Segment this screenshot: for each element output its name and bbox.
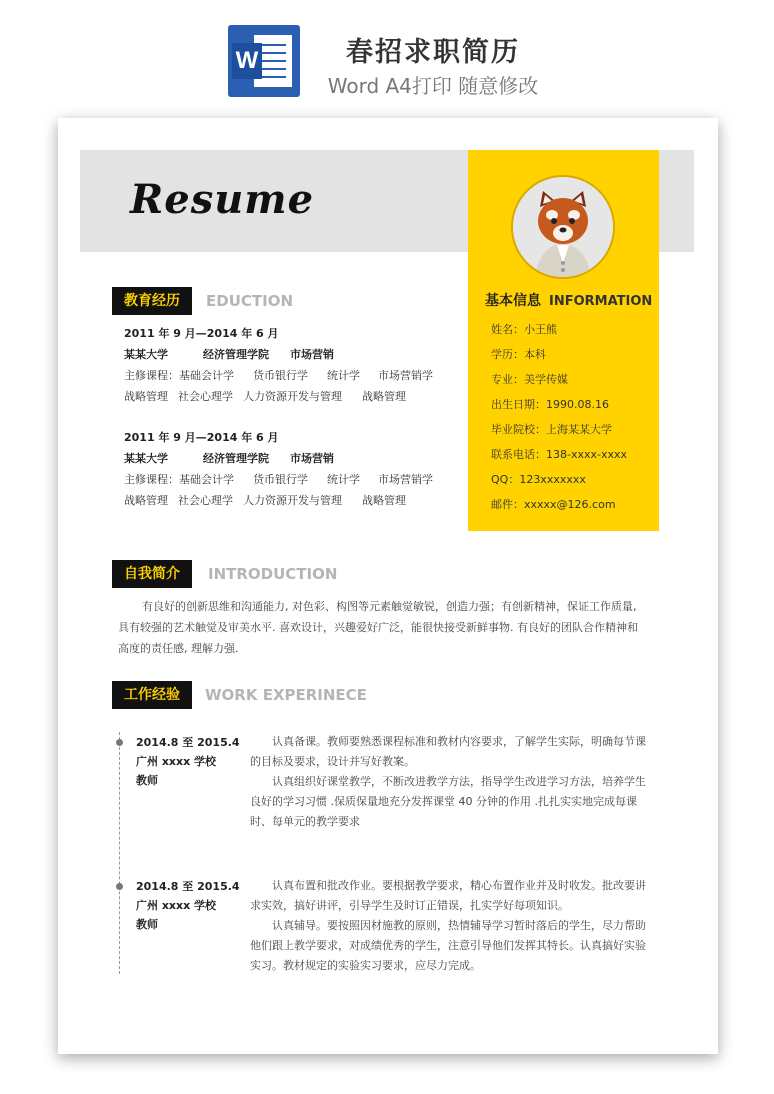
work-location: 广州 xxxx 学校: [136, 899, 217, 912]
banner: [0, 0, 774, 110]
work-period: 2014.8 至 2015.4: [136, 736, 240, 749]
education-heading: 教育经历: [112, 287, 192, 315]
education-course: 战略管理: [124, 390, 168, 403]
resume-page: [58, 118, 718, 1054]
work-paragraph: 认真布置和批改作业。要根据教学要求，精心布置作业并及时收发。批改要讲求实效，搞好讲评，引导学生及时订正错误，扎实学好每项知识。: [250, 879, 646, 912]
timeline-line: [119, 732, 120, 974]
work-paragraph: 认真备课。教师要熟悉课程标准和教材内容要求，了解学生实际，明确每节课的目标及要求，设计并写好教案。: [250, 735, 646, 768]
work-entry-description: [250, 732, 646, 832]
education-course: 人力资源开发与管理: [243, 390, 342, 403]
intro-heading: 自我简介: [112, 560, 192, 588]
education-course: 战略管理: [362, 390, 406, 403]
education-school: 某某大学: [124, 348, 168, 361]
education-course: 货币银行学: [253, 473, 308, 486]
education-course: 人力资源开发与管理: [243, 494, 342, 507]
education-course: 市场营销学: [378, 369, 433, 382]
education-major: 市场营销: [290, 452, 334, 465]
word-icon: W: [228, 25, 300, 97]
basic-info-heading: 基本信息 INFORMATION: [485, 293, 653, 309]
work-period: 2014.8 至 2015.4: [136, 880, 240, 893]
education-course: 战略管理: [362, 494, 406, 507]
info-qq: QQ：123xxxxxxx: [491, 473, 586, 486]
basic-info-list: [491, 322, 627, 522]
info-phone: 联系电话：138-xxxx-xxxx: [491, 448, 628, 461]
info-name: 姓名：小王熊: [491, 323, 557, 336]
banner-subtitle: Word A4打印 随意修改: [327, 74, 539, 98]
education-course: 统计学: [327, 473, 360, 486]
info-email: 邮件：xxxxx@126.com: [491, 498, 616, 511]
work-paragraph: 认真组织好课堂教学，不断改进教学方法，指导学生改进学习方法，培养学生良好的学习习惯 .保质保量地充分发挥课堂 40 分钟的作用 .扎扎实实地完成每课时、每单元的教学要求: [250, 775, 646, 828]
education-course: 战略管理: [124, 494, 168, 507]
education-entry: [124, 326, 433, 410]
timeline-dot: [116, 883, 123, 890]
education-course: 货币银行学: [253, 369, 308, 382]
work-heading-en: WORK EXPERINECE: [205, 686, 367, 704]
work-location: 广州 xxxx 学校: [136, 755, 217, 768]
education-courses-label: 主修课程：基础会计学: [124, 369, 234, 382]
work-paragraph: 认真辅导。要按照因材施教的原则，热情辅导学习暂时落后的学生，尽力帮助他们跟上教学要求，对成绩优秀的学生，注意引导他们发挥其特长。认真搞好实验实习。教材规定的实验实习要求，应尽力完成。: [250, 919, 646, 972]
education-college: 经济管理学院: [203, 348, 269, 361]
education-heading-en: EDUCTION: [206, 292, 294, 310]
work-entry-meta: [136, 735, 240, 792]
info-major: 专业：美学传媒: [491, 373, 568, 386]
info-school: 毕业院校：上海某某大学: [491, 423, 612, 436]
education-courses-label: 主修课程：基础会计学: [124, 473, 234, 486]
timeline-dot: [116, 739, 123, 746]
education-period: 2011 年 9 月—2014 年 6 月: [124, 327, 279, 340]
intro-text: 有良好的创新思维和沟通能力, 对色彩、构图等元素触觉敏锐，创造力强；有创新精神，保证工作质量, 具有较强的艺术触觉及审美水平. 喜欢设计，兴趣爱好广泛，能很快接受新鲜事物. 有良好的团队合作精神和高度的责任感, 理解力强.: [118, 600, 638, 655]
work-role: 教师: [136, 918, 158, 931]
work-entry-description: [250, 876, 646, 976]
info-degree: 学历：本科: [491, 348, 546, 361]
work-role: 教师: [136, 774, 158, 787]
banner-title: 春招求职简历: [346, 37, 520, 68]
education-period: 2011 年 9 月—2014 年 6 月: [124, 431, 279, 444]
work-entry-meta: [136, 879, 240, 936]
resume-title: Resume: [130, 176, 315, 223]
education-college: 经济管理学院: [203, 452, 269, 465]
education-course: 市场营销学: [378, 473, 433, 486]
work-heading: 工作经验: [112, 681, 192, 709]
education-entry: [124, 430, 433, 514]
basic-info-panel: [468, 150, 659, 531]
education-course: 社会心理学: [178, 390, 233, 403]
intro-heading-en: INTRODUCTION: [208, 565, 338, 583]
red-panda-avatar: [511, 175, 615, 279]
info-birthdate: 出生日期：1990.08.16: [491, 398, 609, 411]
education-school: 某某大学: [124, 452, 168, 465]
education-major: 市场营销: [290, 348, 334, 361]
education-course: 统计学: [327, 369, 360, 382]
education-course: 社会心理学: [178, 494, 233, 507]
